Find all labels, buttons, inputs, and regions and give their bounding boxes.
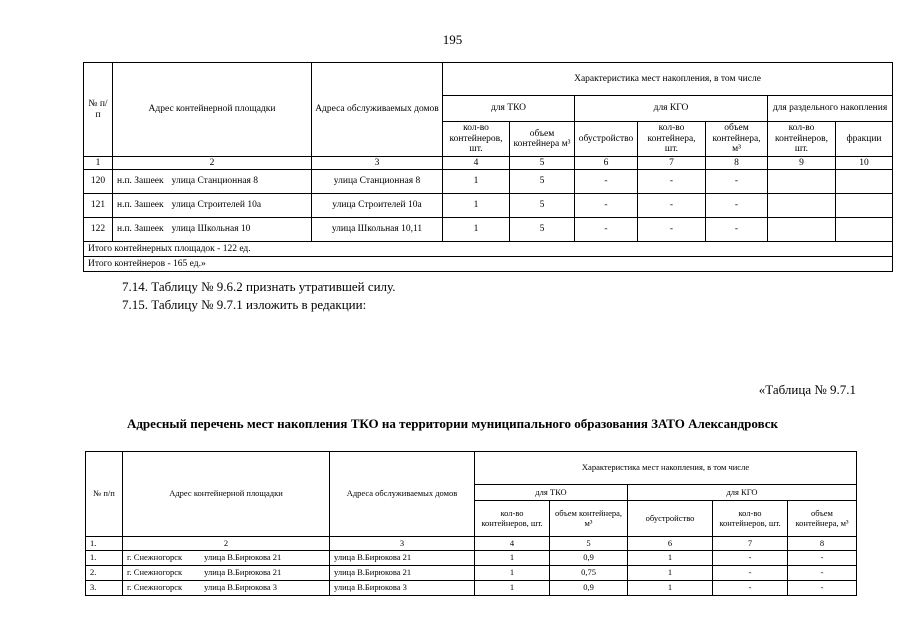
col-number: 7 — [638, 157, 706, 170]
col-number: 5 — [510, 157, 575, 170]
header-kgo: для КГО — [575, 96, 768, 122]
col-number: 8 — [706, 157, 768, 170]
row-c6: 1 — [628, 581, 713, 596]
table-row — [84, 218, 893, 242]
col-number: 3 — [330, 537, 475, 551]
row-c5: 0,9 — [550, 551, 628, 566]
col-number: 2 — [113, 157, 312, 170]
header-num: № п/п — [84, 63, 113, 157]
col-number: 4 — [475, 537, 550, 551]
row-c4: 1 — [475, 581, 550, 596]
col-number: 10 — [836, 157, 893, 170]
header-tko-count: кол-во контейнеров, шт. — [475, 501, 550, 537]
header-tko: для ТКО — [475, 485, 628, 501]
row-address — [113, 194, 312, 218]
row-c7: - — [638, 218, 706, 242]
header-tko-count: кол-во контейнеров, шт. — [443, 122, 510, 157]
header-kgo: для КГО — [628, 485, 857, 501]
row-c8: - — [788, 551, 857, 566]
row-place: г. Снежногорск — [127, 582, 183, 593]
header-sep-fraction: фракции — [836, 122, 893, 157]
col-number: 1 — [84, 157, 113, 170]
table-title: Адресный перечень мест накопления ТКО на территории муниципального образования ЗАТО Александровск — [126, 416, 779, 431]
row-street: улица В.Бирюкова 21 — [204, 552, 282, 563]
col-number: 8 — [788, 537, 857, 551]
row-num: 2. — [86, 566, 123, 581]
col-number: 6 — [628, 537, 713, 551]
header-kgo-count: кол-во контейнеров, шт. — [713, 501, 788, 537]
table-reference: «Таблица № 9.7.1 — [758, 382, 856, 397]
row-street: улица В.Бирюкова 3 — [204, 582, 278, 593]
row-c4: 1 — [475, 566, 550, 581]
header-separate: для раздельного накопления — [768, 96, 893, 122]
row-num: 120 — [84, 170, 113, 194]
row-c4: 1 — [443, 194, 510, 218]
row-c5: 5 — [510, 170, 575, 194]
row-c6: 1 — [628, 566, 713, 581]
containers-table-continued — [83, 62, 893, 272]
col-number: 3 — [312, 157, 443, 170]
header-num: № п/п — [86, 452, 123, 537]
row-c4: 1 — [443, 218, 510, 242]
row-c8: - — [706, 218, 768, 242]
header-tko: для ТКО — [443, 96, 575, 122]
row-c8: - — [788, 581, 857, 596]
row-c8: - — [706, 170, 768, 194]
row-address — [123, 581, 330, 596]
col-number: 1. — [86, 537, 123, 551]
row-address — [123, 551, 330, 566]
row-c6: - — [575, 170, 638, 194]
row-served: улица В.Бирюкова 21 — [330, 566, 475, 581]
header-kgo-arrangement: обустройство — [628, 501, 713, 537]
row-c9 — [768, 170, 836, 194]
row-street: улица Школьная 10 — [171, 224, 251, 235]
row-place: н.п. Зашеек — [117, 200, 164, 211]
row-c10 — [836, 218, 893, 242]
col-number: 4 — [443, 157, 510, 170]
header-kgo-volume: объем контейнера, м³ — [788, 501, 857, 537]
row-num: 3. — [86, 581, 123, 596]
row-street: улица В.Бирюкова 21 — [204, 567, 282, 578]
row-num: 122 — [84, 218, 113, 242]
table-row — [84, 170, 893, 194]
row-c5: 0,9 — [550, 581, 628, 596]
page-number: 195 — [442, 32, 463, 47]
table-row — [86, 581, 857, 596]
row-c10 — [836, 170, 893, 194]
row-c5: 0,75 — [550, 566, 628, 581]
total-sites: Итого контейнерных площадок - 122 ед. — [84, 242, 893, 257]
header-sep-count: кол-во контейнеров, шт. — [768, 122, 836, 157]
row-served: улица Строителей 10а — [312, 194, 443, 218]
row-served: улица Школьная 10,11 — [312, 218, 443, 242]
header-served: Адреса обслуживаемых домов — [312, 63, 443, 157]
row-c7: - — [638, 194, 706, 218]
row-c6: - — [575, 218, 638, 242]
paragraph-7-14: 7.14. Таблицу № 9.6.2 признать утратившей силу. — [122, 279, 396, 294]
row-place: г. Снежногорск — [127, 567, 183, 578]
col-number: 5 — [550, 537, 628, 551]
header-kgo-count: кол-во контейнера, шт. — [638, 122, 706, 157]
col-number: 7 — [713, 537, 788, 551]
row-c10 — [836, 194, 893, 218]
header-address: Адрес контейнерной площадки — [113, 63, 312, 157]
row-c6: 1 — [628, 551, 713, 566]
table-row — [86, 551, 857, 566]
header-kgo-volume: объем контейнера, м³ — [706, 122, 768, 157]
row-address — [123, 566, 330, 581]
row-street: улица Строителей 10а — [171, 200, 262, 211]
row-c5: 5 — [510, 194, 575, 218]
paragraph-7-15: 7.15. Таблицу № 9.7.1 изложить в редакции: — [122, 297, 367, 312]
header-served: Адреса обслуживаемых домов — [330, 452, 475, 537]
row-address — [113, 170, 312, 194]
row-place: г. Снежногорск — [127, 552, 183, 563]
table-row — [86, 566, 857, 581]
table-row — [84, 194, 893, 218]
header-address: Адрес контейнерной площадки — [123, 452, 330, 537]
col-number: 9 — [768, 157, 836, 170]
row-c9 — [768, 218, 836, 242]
row-place: н.п. Зашеек — [117, 176, 164, 187]
total-containers: Итого контейнеров - 165 ед.» — [84, 257, 893, 272]
row-c8: - — [788, 566, 857, 581]
row-c7: - — [713, 566, 788, 581]
row-served: улица В.Бирюкова 3 — [330, 581, 475, 596]
col-number: 2 — [123, 537, 330, 551]
row-c7: - — [713, 551, 788, 566]
row-c4: 1 — [443, 170, 510, 194]
row-num: 121 — [84, 194, 113, 218]
header-characteristic: Характеристика мест накопления, в том числе — [443, 63, 893, 96]
row-c8: - — [706, 194, 768, 218]
row-address — [113, 218, 312, 242]
row-c9 — [768, 194, 836, 218]
row-c6: - — [575, 194, 638, 218]
row-place: н.п. Зашеек — [117, 224, 164, 235]
row-num: 1. — [86, 551, 123, 566]
header-tko-volume: объем контейнера м³ — [510, 122, 575, 157]
col-number: 6 — [575, 157, 638, 170]
header-tko-volume: объем контейнера, м³ — [550, 501, 628, 537]
column-numbers-row — [86, 537, 857, 551]
row-street: улица Станционная 8 — [171, 176, 259, 187]
row-served: улица Станционная 8 — [312, 170, 443, 194]
row-c4: 1 — [475, 551, 550, 566]
row-c7: - — [713, 581, 788, 596]
row-c5: 5 — [510, 218, 575, 242]
row-served: улица В.Бирюкова 21 — [330, 551, 475, 566]
header-kgo-arrangement: обустройство — [575, 122, 638, 157]
containers-table-9-7-1 — [85, 451, 857, 596]
row-c7: - — [638, 170, 706, 194]
header-characteristic: Характеристика мест накопления, в том числе — [475, 452, 857, 485]
column-numbers-row — [84, 157, 893, 170]
